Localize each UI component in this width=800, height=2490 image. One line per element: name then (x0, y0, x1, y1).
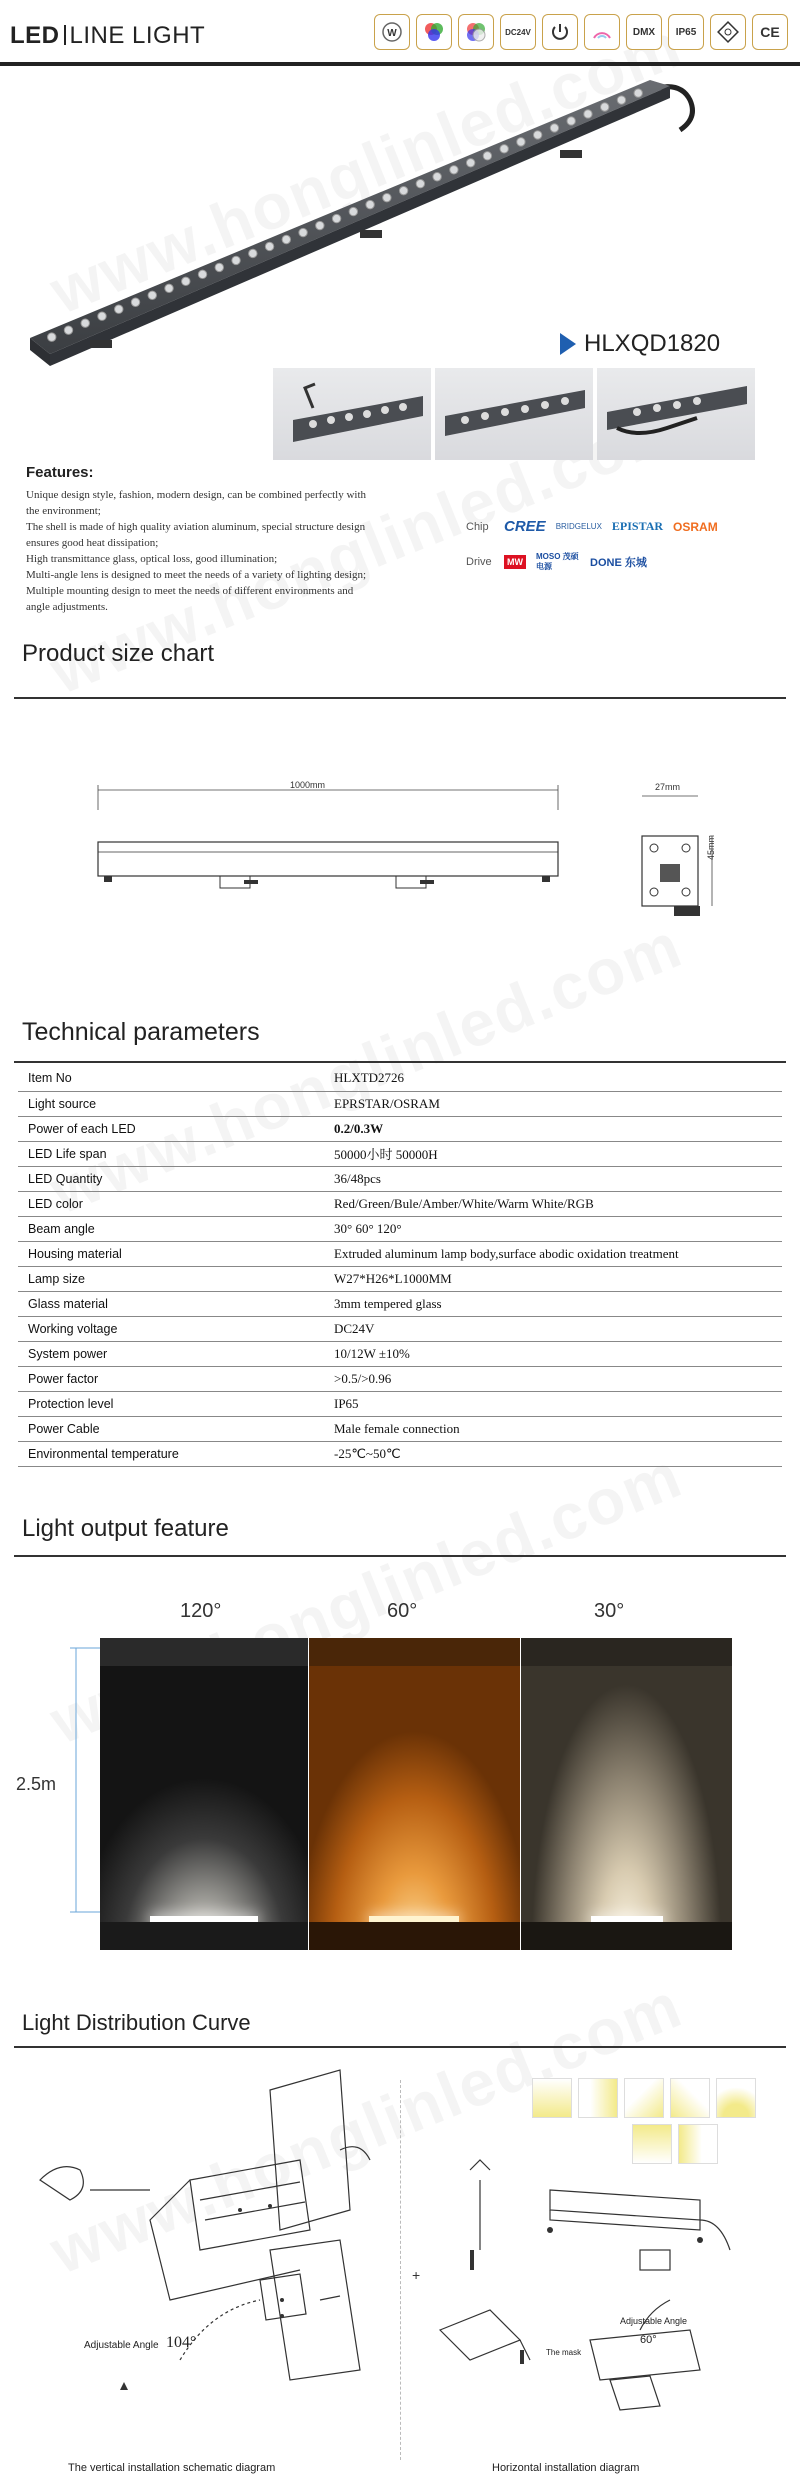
led-lens (617, 96, 625, 104)
model-label (560, 330, 720, 358)
brand-bold: LED (10, 22, 60, 49)
detail-image-1 (273, 368, 431, 460)
led-lens (265, 242, 273, 250)
tech-row (18, 1166, 782, 1191)
param-value: 3mm tempered glass (334, 1295, 442, 1311)
led-lens (466, 159, 474, 167)
side-view-drawing (630, 790, 740, 930)
white-light-icon (374, 14, 410, 50)
led-lens (517, 138, 525, 146)
tech-row (18, 1066, 782, 1091)
tech-title: Technical parameters (22, 1018, 260, 1046)
led-lens (131, 298, 139, 306)
detail-thumbnails (273, 368, 755, 460)
brand-epistar: EPISTAR (611, 519, 664, 533)
detail-image-3 (597, 368, 755, 460)
led-lens (282, 235, 290, 243)
param-value: >0.5/>0.96 (334, 1370, 392, 1386)
angle-label-30: 30° (594, 1600, 625, 1622)
tech-row (18, 1141, 782, 1166)
brand-osram: OSRAM (673, 519, 718, 534)
led-lens (500, 145, 508, 153)
feature-line: The shell is made of high quality aviation aluminum, special structure design (26, 521, 366, 533)
tech-row (18, 1216, 782, 1241)
led-lens (232, 256, 240, 264)
tech-row (18, 1366, 782, 1391)
tech-row (18, 1241, 782, 1266)
led-lens (215, 263, 223, 271)
param-value: EPRSTAR/OSRAM (334, 1095, 440, 1111)
dmx-icon: DMX (626, 14, 662, 50)
led-lens (433, 173, 441, 181)
adjustable-angle-label-right: Adjustable Angle (620, 2316, 688, 2326)
led-lens (115, 305, 123, 313)
beam-30-photo (521, 1638, 732, 1950)
param-value: 50000小时 50000H (334, 1147, 438, 1162)
certification-icon (710, 14, 746, 50)
tech-row (18, 1116, 782, 1141)
lens-options (532, 2078, 756, 2118)
param-name: Environmental temperature (28, 1446, 179, 1461)
param-value: Red/Green/Bule/Amber/White/Warm White/RGB (334, 1195, 594, 1211)
led-lens (601, 103, 609, 111)
param-name: Power Cable (28, 1421, 100, 1436)
tech-row (18, 1191, 782, 1216)
brand-cree: CREE (504, 518, 546, 535)
light-output-title: Light output feature (22, 1515, 229, 1542)
brand-moso: MOSO 茂硕电源 (536, 552, 579, 571)
led-lens (450, 166, 458, 174)
feature-line: ensures good heat dissipation; (26, 537, 159, 549)
tech-row (18, 1391, 782, 1416)
param-name: Light source (28, 1096, 97, 1111)
led-lens (98, 312, 106, 320)
brand-done: DONE 东城 (590, 557, 647, 569)
lens-option-4 (670, 2078, 710, 2118)
angle-label-120: 120° (180, 1600, 222, 1622)
led-lens (316, 221, 324, 229)
param-name: Item No (28, 1071, 72, 1086)
param-value: Male female connection (334, 1420, 460, 1436)
feature-line: Multiple mounting design to meet the needs of different environments and (26, 585, 354, 597)
beam-angle-icon (584, 14, 620, 50)
tech-row (18, 1416, 782, 1441)
led-lens (165, 284, 173, 292)
led-lens (81, 319, 89, 327)
feature-line: Unique design style, fashion, modern design, can be combined perfectly with (26, 489, 366, 501)
brand-rest: LINE LIGHT (69, 22, 206, 49)
play-triangle-icon (560, 333, 576, 355)
detail-image-2 (435, 368, 593, 460)
param-name: LED Life span (28, 1146, 107, 1161)
tech-row (18, 1091, 782, 1116)
tech-row (18, 1291, 782, 1316)
lens-option-3 (624, 2078, 664, 2118)
tech-row (18, 1441, 782, 1466)
chip-label: Chip (466, 520, 489, 533)
param-name: Protection level (28, 1396, 114, 1411)
header-divider (0, 62, 800, 66)
ip65-icon: IP65 (668, 14, 704, 50)
param-value: -25℃~50℃ (334, 1445, 401, 1461)
param-name: System power (28, 1346, 108, 1361)
svg-text:+: + (412, 2267, 421, 2283)
tech-row (18, 1341, 782, 1366)
led-lens (148, 291, 156, 299)
model-number: HLXQD1820 (584, 330, 721, 357)
lens-option-5 (716, 2078, 756, 2118)
caption-vertical: The vertical installation schematic diagram (68, 2462, 276, 2474)
feature-line: angle adjustments. (26, 601, 108, 613)
param-name: Working voltage (28, 1321, 118, 1336)
section-divider (14, 697, 786, 699)
mask-label: The mask (546, 2348, 582, 2357)
angle-label-60: 60° (387, 1600, 418, 1622)
size-chart-title: Product size chart (22, 640, 215, 667)
led-lens (349, 207, 357, 215)
tech-row (18, 1266, 782, 1291)
led-lens (533, 131, 541, 139)
led-lens (48, 333, 56, 341)
features-title: Features: (26, 464, 94, 481)
param-name: LED Quantity (28, 1171, 103, 1186)
param-name: Housing material (28, 1246, 122, 1261)
param-value: DC24V (334, 1320, 375, 1336)
front-view-drawing (90, 780, 570, 920)
led-lens (182, 277, 190, 285)
brand-bridgelux: BRIDGELUX (555, 522, 602, 531)
led-lens (483, 152, 491, 160)
beam-60-photo (309, 1638, 520, 1950)
led-lens (198, 270, 206, 278)
led-lens (634, 89, 642, 97)
features-text (26, 487, 426, 615)
diagram-separator (400, 2080, 401, 2460)
section-divider (14, 1061, 786, 1063)
lens-option-2 (578, 2078, 618, 2118)
distribution-title: Light Distribution Curve (22, 2010, 251, 2035)
chip-brands (466, 518, 718, 535)
length-dimension: 1000mm (290, 780, 326, 790)
ce-icon: CE (752, 14, 788, 50)
height-dimension: 45mm (706, 834, 716, 860)
led-lens (64, 326, 72, 334)
param-name: LED color (28, 1196, 83, 1211)
caption-horizontal: Horizontal installation diagram (492, 2462, 640, 2474)
led-lens (399, 186, 407, 194)
led-lens (366, 200, 374, 208)
feature-line: the environment; (26, 505, 101, 517)
lens-option-1 (532, 2078, 572, 2118)
param-value: Extruded aluminum lamp body,surface abodic oxidation treatment (334, 1245, 679, 1261)
param-name: Glass material (28, 1296, 108, 1311)
led-lens (416, 180, 424, 188)
tech-row (18, 1316, 782, 1341)
svg-text:W: W (387, 28, 397, 39)
certification-icons (374, 14, 788, 50)
brand-title (10, 22, 205, 50)
led-lens (332, 214, 340, 222)
led-lens (383, 193, 391, 201)
drive-brands (466, 552, 647, 572)
param-name: Lamp size (28, 1271, 85, 1286)
rgbw-icon (458, 14, 494, 50)
param-value: W27*H26*L1000MM (334, 1270, 452, 1286)
section-divider (14, 2046, 786, 2048)
angle-value-right: 60° (640, 2334, 657, 2346)
param-value: 30° 60° 120° (334, 1220, 402, 1236)
led-lens (550, 124, 558, 132)
width-dimension: 27mm (655, 782, 681, 792)
param-value: 0.2/0.3W (334, 1120, 384, 1136)
led-lens (299, 228, 307, 236)
power-icon (542, 14, 578, 50)
led-lens (249, 249, 257, 257)
dc24v-icon: DC24V (500, 14, 536, 50)
param-value: 36/48pcs (334, 1170, 381, 1186)
param-value: IP65 (334, 1395, 359, 1411)
horizontal-installation-diagram (410, 2150, 780, 2450)
led-lens (567, 117, 575, 125)
feature-line: High transmittance glass, optical loss, good illumination; (26, 553, 278, 565)
param-name: Power factor (28, 1371, 99, 1386)
beam-120-photo (100, 1638, 308, 1950)
angle-value-left: 104° (166, 2334, 197, 2351)
param-name: Beam angle (28, 1221, 95, 1236)
vertical-installation-diagram (20, 2060, 390, 2460)
tech-parameters-table (18, 1066, 782, 1467)
param-name: Power of each LED (28, 1121, 136, 1136)
param-value: HLXTD2726 (334, 1070, 405, 1086)
feature-line: Multi-angle lens is designed to meet the needs of a variety of lighting design; (26, 569, 367, 581)
drive-label: Drive (466, 556, 492, 568)
rgb-icon (416, 14, 452, 50)
distance-label: 2.5m (16, 1774, 57, 1794)
adjustable-angle-label-left: Adjustable Angle (84, 2340, 159, 2351)
led-lens (584, 110, 592, 118)
section-divider (14, 1555, 786, 1557)
param-value: 10/12W ±10% (334, 1345, 410, 1361)
brand-meanwell: MW (504, 555, 526, 569)
